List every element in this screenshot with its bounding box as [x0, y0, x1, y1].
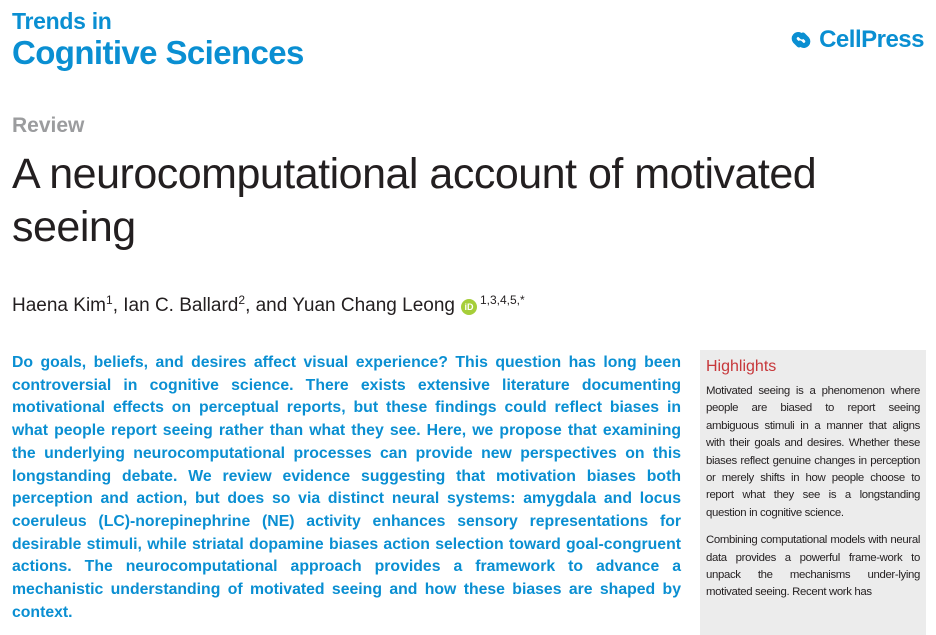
abstract-text: Do goals, beliefs, and desires affect visual experience? This question has long been controversial in cognitive science. There exists extensive literature documenting motivational effects on perceptual reports, but these findings could reflect biases in what people report seeing rather than what they see. Here, we propose that examining the underlying neurocomputational processes can provide new perspectives on this longstanding debate. We review evidence suggesting that motivation biases both perception and action, but does so via distinct neural systems: amygdala and locus coeruleus (LC)-norepinephrine (NE) activity enhances sensory representations for desirable stimuli, while striatal dopamine biases action selection toward goal-congruent actions. The neurocomputational approach provides a framework to advance a mechanistic understanding of motivated seeing and how these biases are shaped by context.: [12, 354, 681, 621]
article-title: A neurocomputational account of motivated seeing: [12, 150, 817, 251]
publisher-logo[interactable]: [788, 26, 924, 54]
affiliation-marker[interactable]: 1: [106, 293, 113, 307]
highlights-title: Highlights: [706, 358, 777, 375]
author-name[interactable]: Yuan Chang Leong: [292, 295, 455, 316]
highlight-paragraph: Motivated seeing is a phenomenon where people are biased to report seeing ambiguous stimuli in a manner that aligns with their goals and desires. Whether these biases reflect genuine changes in perception or merely shifts in how people choose to report what they see is a longstanding question in cognitive science.: [706, 385, 920, 519]
highlights-box: [700, 350, 926, 635]
author-separator: , and: [245, 295, 293, 316]
author-name[interactable]: Ian C. Ballard: [123, 295, 239, 316]
cellpress-logo-icon: [788, 29, 814, 51]
article-type: Review: [12, 114, 85, 137]
journal-title-line1: Trends in: [12, 8, 112, 34]
affiliation-marker[interactable]: 1,3,4,5,*: [479, 293, 525, 307]
publisher-name: CellPress: [819, 26, 924, 53]
affiliation-marker[interactable]: 2: [238, 293, 246, 307]
author-list: [12, 294, 525, 318]
author-name[interactable]: Haena Kim: [12, 295, 106, 316]
orcid-icon[interactable]: iD: [461, 299, 477, 315]
journal-title-line2: Cognitive Sciences: [12, 34, 304, 71]
highlight-paragraph: Combining computational models with neural data provides a powerful frame-work to unpack the mechanisms under-lying motivated seeing. Recent work has: [706, 534, 920, 599]
author-separator: ,: [112, 295, 124, 316]
journal-title: [12, 8, 304, 72]
